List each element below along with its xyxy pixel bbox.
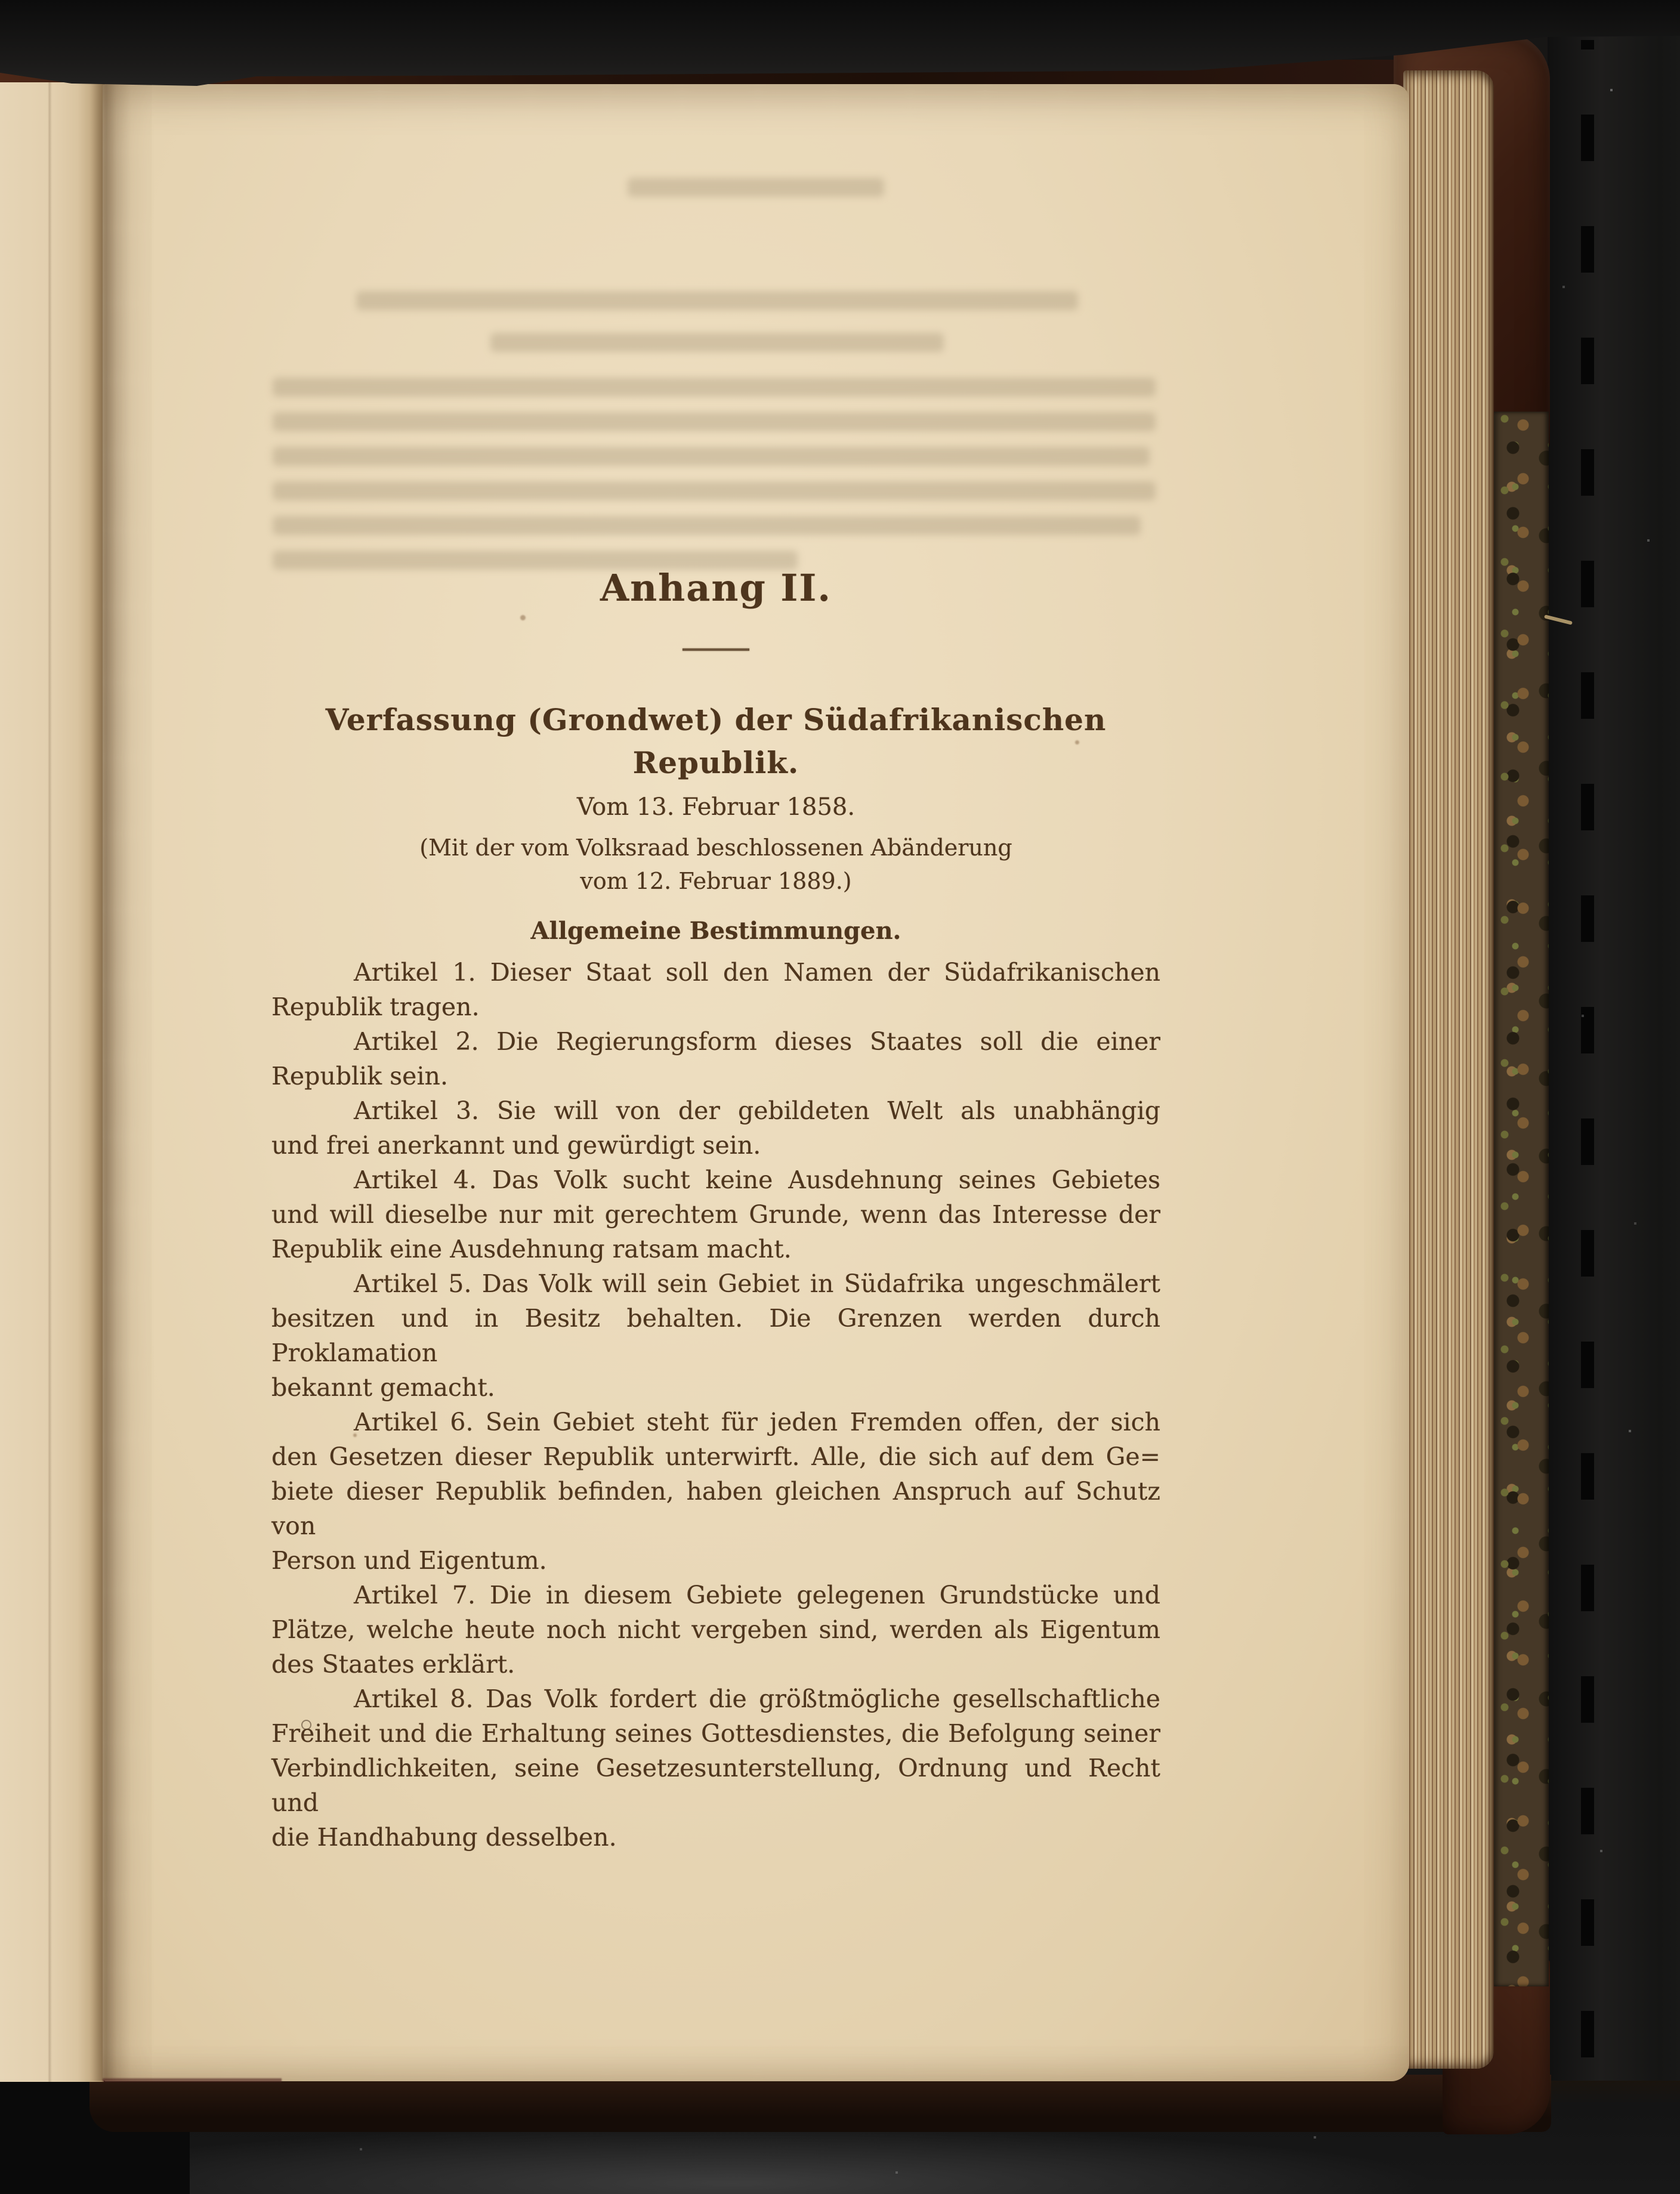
text-line: Freiheit und die Erhaltung seines Gottesdienstes, die Befolgung seiner — [271, 1719, 1160, 1748]
text-line: Plätze, welche heute noch nicht vergeben sind, werden als Eigentum — [271, 1615, 1160, 1644]
foxing-spot — [520, 615, 526, 620]
section-heading: Allgemeine Bestimmungen. — [530, 917, 901, 945]
text-line: und will dieselbe nur mit gerechtem Grunde, wenn das Interesse der — [271, 1200, 1160, 1229]
text-line: Person und Eigentum. — [271, 1546, 547, 1575]
cradle-slots — [1581, 0, 1594, 2194]
divider-rule — [682, 648, 749, 651]
amendment-line1: (Mit der vom Volksraad beschlossenen Abänderung — [419, 835, 1012, 861]
text-line: Artikel 3. Sie will von der gebildeten Welt als unabhängig — [354, 1096, 1160, 1125]
document-heading-line1: Verfassung (Grondwet) der Südafrikanischen — [325, 702, 1107, 737]
text-line: bekannt gemacht. — [271, 1373, 495, 1402]
text-line: Artikel 8. Das Volk fordert die größtmögliche gesellschaftliche — [354, 1685, 1160, 1713]
appendix-title: Anhang II. — [600, 566, 832, 610]
book-page — [103, 84, 1409, 2081]
text-line: Republik tragen. — [271, 993, 480, 1021]
text-line: Artikel 5. Das Volk will sein Gebiet in Südafrika ungeschmälert — [354, 1269, 1160, 1298]
text-line: des Staates erklärt. — [271, 1650, 515, 1679]
cover-bottom-edge — [89, 2075, 1551, 2132]
cradle-right-panel — [1548, 0, 1680, 2194]
text-line: und frei anerkannt und gewürdigt sein. — [271, 1131, 761, 1160]
marbled-cover-edge — [1494, 412, 1549, 1986]
articles — [271, 955, 1160, 1855]
text-line: Artikel 7. Die in diesem Gebiete gelegenen Grundstücke und — [354, 1581, 1160, 1609]
bleedthrough-line — [273, 378, 1156, 397]
document-heading-line2: Republik. — [632, 745, 799, 780]
text-line: Republik sein. — [271, 1062, 448, 1090]
text-line: Artikel 6. Sein Gebiet steht für jeden Fremden offen, der sich — [354, 1408, 1160, 1436]
text-line: den Gesetzen dieser Republik unterwirft. Alle, die sich auf dem Ge= — [271, 1442, 1160, 1471]
page-bottom-edge — [103, 2078, 282, 2082]
text-line: Republik eine Ausdehnung ratsam macht. — [271, 1235, 792, 1263]
cradle-bottom-sheen — [155, 2124, 1438, 2194]
bleedthrough-line — [273, 447, 1150, 466]
page-block-fore-edge — [1403, 70, 1494, 2069]
dust-specks — [0, 0, 1, 1]
text-line: Artikel 1. Dieser Staat soll den Namen der Südafrikanischen — [354, 958, 1160, 987]
text-line: Artikel 2. Die Regierungsform dieses Staates soll die einer — [354, 1027, 1160, 1056]
left-page-edge — [0, 82, 104, 2082]
date-line: Vom 13. Februar 1858. — [576, 793, 856, 821]
bleedthrough-line — [273, 481, 1156, 500]
text-line: besitzen und in Besitz behalten. Die Grenzen werden durch Proklamation — [271, 1304, 1160, 1367]
bleedthrough-line — [356, 291, 1078, 310]
bleedthrough-line — [490, 333, 944, 352]
bleedthrough-line — [628, 178, 884, 197]
text-line: die Handhabung desselben. — [271, 1823, 617, 1852]
gutter-shadow — [89, 82, 131, 2081]
bleedthrough-line — [273, 516, 1141, 535]
text-line: biete dieser Republik befinden, haben gleichen Anspruch auf Schutz von — [271, 1477, 1160, 1540]
amendment-line2: vom 12. Februar 1889.) — [580, 868, 852, 894]
text-line: Verbindlichkeiten, seine Gesetzesunterstellung, Ordnung und Recht und — [271, 1754, 1160, 1817]
bleedthrough-line — [273, 412, 1156, 431]
text-line: Artikel 4. Das Volk sucht keine Ausdehnung seines Gebietes — [354, 1166, 1160, 1194]
